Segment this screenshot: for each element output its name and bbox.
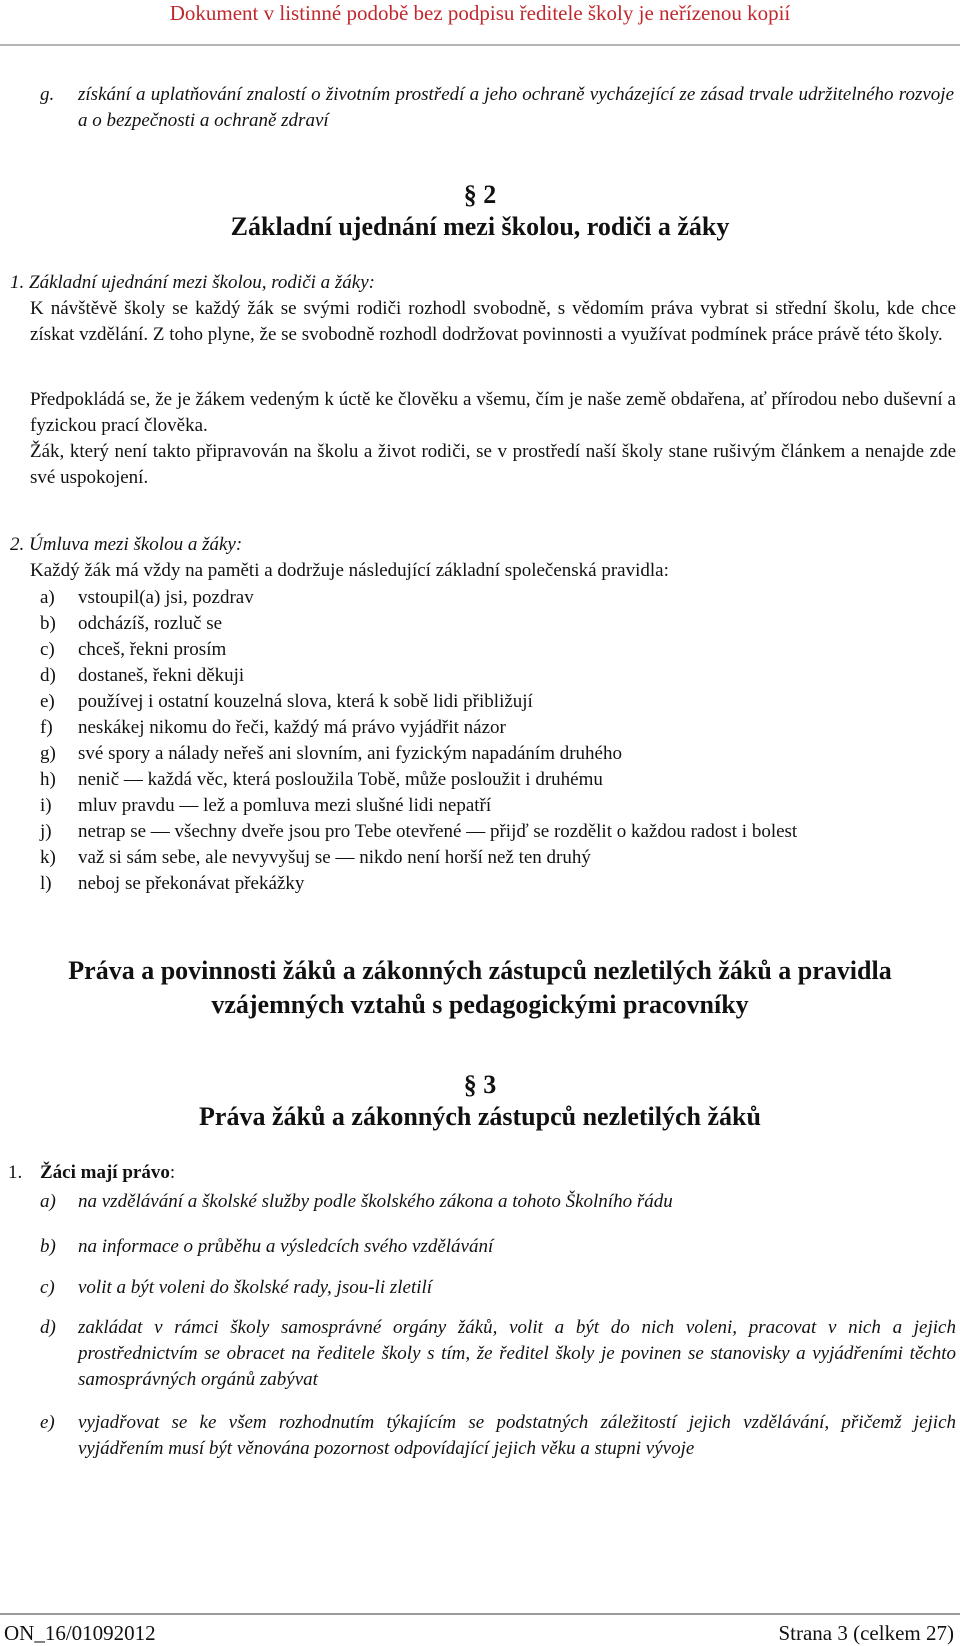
list-item-text: vyjadřovat se ke všem rozhodnutím týkajícím se podstatných záležitostí jejich vzdělávání, přičemž jejich vyjádřením musí být věnována pozornost odpovídající jejich věku a stupni vývoje (78, 1412, 956, 1459)
list-item-label: g) (40, 743, 56, 764)
section-3-number: § 3 (463, 1070, 497, 1099)
list-item-label: i) (40, 795, 52, 816)
section-3-title: Práva žáků a zákonných zástupců nezletilých žáků (199, 1102, 761, 1131)
list-item-label: a) (40, 587, 55, 608)
s3-item1-heading: Žáci mají právo (40, 1162, 170, 1183)
list-item-label: f) (40, 717, 53, 738)
list-item-text: chceš, řekni prosím (78, 639, 227, 660)
list-item (40, 611, 222, 637)
list-item-text: nenič — každá věc, která posloužila Tobě, může posloužit i druhému (78, 769, 603, 790)
list-item (40, 1315, 956, 1393)
list-item-label: l) (40, 873, 52, 894)
list-item-text: mluv pravdu — lež a pomluva mezi slušné lidi nepatří (78, 795, 492, 816)
list-item-text: na informace o průběhu a výsledcích svého vzdělávání (78, 1236, 494, 1257)
list-item-text: volit a být voleni do školské rady, jsou-li zletilí (78, 1277, 433, 1298)
list-item-text: zakládat v rámci školy samosprávné orgány žáků, volit a být do nich voleni, pracovat v nich a jejich prostřednictvím se obracet na ředitele školy s tím, že ředitel školy je povinen se stanovisky a vyjádřeními těchto samosprávných orgánů zabývat (78, 1317, 956, 1390)
list-item-label: e) (40, 691, 55, 712)
document-id: ON_16/01092012 (4, 1621, 156, 1645)
section-2-number: § 2 (463, 180, 497, 209)
list-item-label: b) (40, 613, 56, 634)
list-item-label: h) (40, 769, 56, 790)
footer-divider (0, 1613, 960, 1615)
s2-p1-heading: 1. Základní ujednání mezi školou, rodiči a žáky: (10, 272, 375, 293)
list-item-label: c) (40, 1277, 55, 1298)
list-item-label: j) (40, 821, 52, 842)
list-item (40, 637, 226, 663)
prev-item-text: získání a uplatňování znalostí o životním prostředí a jeho ochraně vycházející ze zásad trvale udržitelného rozvoje a o bezpečnosti a ochraně zdraví (78, 84, 954, 131)
list-item (40, 871, 304, 897)
list-item (40, 1275, 956, 1301)
list-item-label: k) (40, 847, 56, 868)
list-item (40, 741, 622, 767)
s3-item1-heading-wrap (40, 1160, 175, 1186)
list-item-text: neskákej nikomu do řeči, každý má právo vyjádřit názor (78, 717, 506, 738)
header-divider (0, 44, 960, 46)
list-item (40, 715, 506, 741)
list-item-label: a) (40, 1191, 56, 1212)
s2-p1-text-c: Žák, který není takto připravován na školu a život rodiči, se v prostředí naší školy stane rušivým článkem a nenajde zde své uspokojení. (30, 441, 956, 488)
s2-p1-text-a: K návštěvě školy se každý žák se svými rodiči rozhodl svobodně, s vědomím práva vybrat si střední školu, kde chce získat vzdělání. Z toho plyne, že se svobodně rozhodl dodržovat povinnosti a využívat podmínek práce právě této školy. (30, 298, 956, 345)
list-item-text: dostaneš, řekni děkuji (78, 665, 245, 686)
list-item (40, 793, 491, 819)
section-2-title: Základní ujednání mezi školou, rodiči a žáky (230, 212, 730, 241)
list-item-label: c) (40, 639, 55, 660)
list-item-label: b) (40, 1236, 56, 1257)
list-item-text: vstoupil(a) jsi, pozdrav (78, 587, 254, 608)
list-item (40, 663, 244, 689)
list-item-text: své spory a nálady neřeš ani slovním, ani fyzickým napadáním druhého (78, 743, 622, 764)
list-item-label: e) (40, 1412, 55, 1433)
list-item (40, 585, 254, 611)
list-item-text: neboj se překonávat překážky (78, 873, 305, 894)
s3-item1-colon: : (169, 1162, 176, 1183)
list-item-text: netrap se — všechny dveře jsou pro Tebe otevřené — přijď se rozdělit o každou radost i bolest (78, 821, 798, 842)
list-item-label: d) (40, 665, 56, 686)
list-item (40, 1189, 956, 1215)
list-item-text: používej i ostatní kouzelná slova, která k sobě lidi přibližují (78, 691, 533, 712)
s2-p2-heading: 2. Úmluva mezi školou a žáky: (10, 534, 243, 555)
list-item-text: važ si sám sebe, ale nevyvyšuj se — nikdo není horší než ten druhý (78, 847, 591, 868)
list-item-text: odcházíš, rozluč se (78, 613, 223, 634)
document-disclaimer: Dokument v listinné podobě bez podpisu ředitele školy je neřízenou kopií (169, 1, 791, 25)
s2-p2-intro: Každý žák má vždy na paměti a dodržuje následující základní společenská pravidla: (30, 560, 669, 581)
s2-p1-text-b: Předpokládá se, že je žákem vedeným k úctě ke člověku a všemu, čím je naše země obdařena, ať přírodou nebo duševní a fyzickou prací člověka. (30, 389, 956, 436)
list-item (40, 845, 591, 871)
page-number: Strana 3 (celkem 27) (778, 1621, 954, 1645)
list-item-text: na vzdělávání a školské služby podle školského zákona a tohoto Školního řádu (78, 1191, 673, 1212)
list-item (40, 819, 797, 845)
chapter-title: Práva a povinnosti žáků a zákonných zástupců nezletilých žáků a pravidla vzájemných vztahů s pedagogickými pracovníky (68, 956, 892, 1019)
prev-item-label: g. (40, 84, 55, 105)
s3-item1-number: 1. (8, 1162, 23, 1183)
list-item (40, 1234, 956, 1260)
list-item (40, 767, 603, 793)
list-item-label: d) (40, 1317, 56, 1338)
list-item (40, 1410, 956, 1462)
list-item (40, 689, 533, 715)
